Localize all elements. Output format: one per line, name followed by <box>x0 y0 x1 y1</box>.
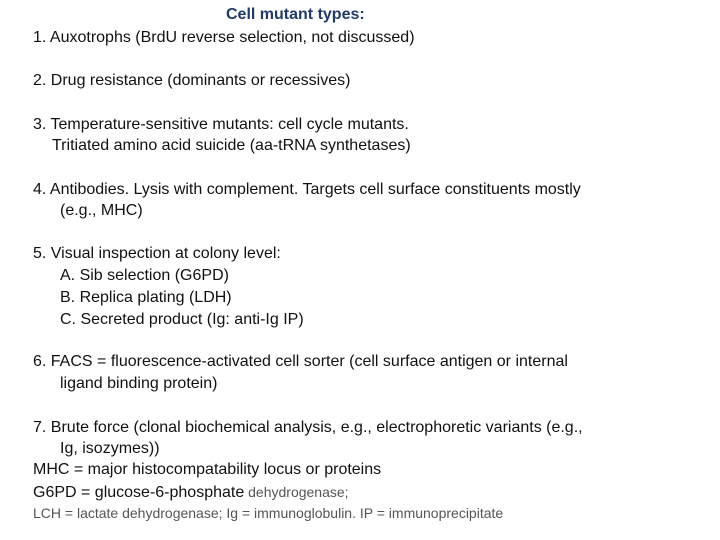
slide-title: Cell mutant types: <box>226 6 365 23</box>
item-6-line-1: 6. FACS = fluorescence‑activated cell sorter (cell surface antigen or internal <box>33 353 568 370</box>
note-g6pd-main: G6PD = glucose-6-phosphate <box>33 484 245 501</box>
item-3-line-2: Tritiated amino acid suicide (aa‑tRNA synthetases) <box>52 137 411 154</box>
item-1-line-1: 1. Auxotrophs (BrdU reverse selection, not discussed) <box>33 29 415 46</box>
note-lch: LCH = lactate dehydrogenase; Ig = immunoglobulin. IP = immunoprecipitate <box>33 505 504 521</box>
item-6-line-2: ligand binding protein) <box>60 375 218 392</box>
item-7-line-1: 7. Brute force (clonal biochemical analysis, e.g., electrophoretic variants (e.g., <box>33 419 583 436</box>
item-3-line-1: 3. Temperature‑sensitive mutants: cell cycle mutants. <box>33 116 409 133</box>
item-5-line-3: B. Replica plating (LDH) <box>60 289 232 306</box>
item-4-line-1: 4. Antibodies. Lysis with complement. Targets cell surface constituents mostly <box>33 181 581 198</box>
item-5-line-4: C. Secreted product (Ig: anti-Ig IP) <box>60 311 304 328</box>
item-7-line-2: Ig, isozymes)) <box>60 440 160 457</box>
item-4-line-2: (e.g., MHC) <box>60 202 143 219</box>
item-2-line-1: 2. Drug resistance (dominants or recessives) <box>33 72 351 89</box>
item-5-line-2: A. Sib selection (G6PD) <box>60 267 229 284</box>
item-5-line-1: 5. Visual inspection at colony level: <box>33 245 281 262</box>
note-mhc: MHC = major histocompatability locus or proteins <box>33 461 382 478</box>
note-g6pd-tail: dehydrogenase; <box>244 484 349 500</box>
note-g6pd <box>33 482 349 503</box>
